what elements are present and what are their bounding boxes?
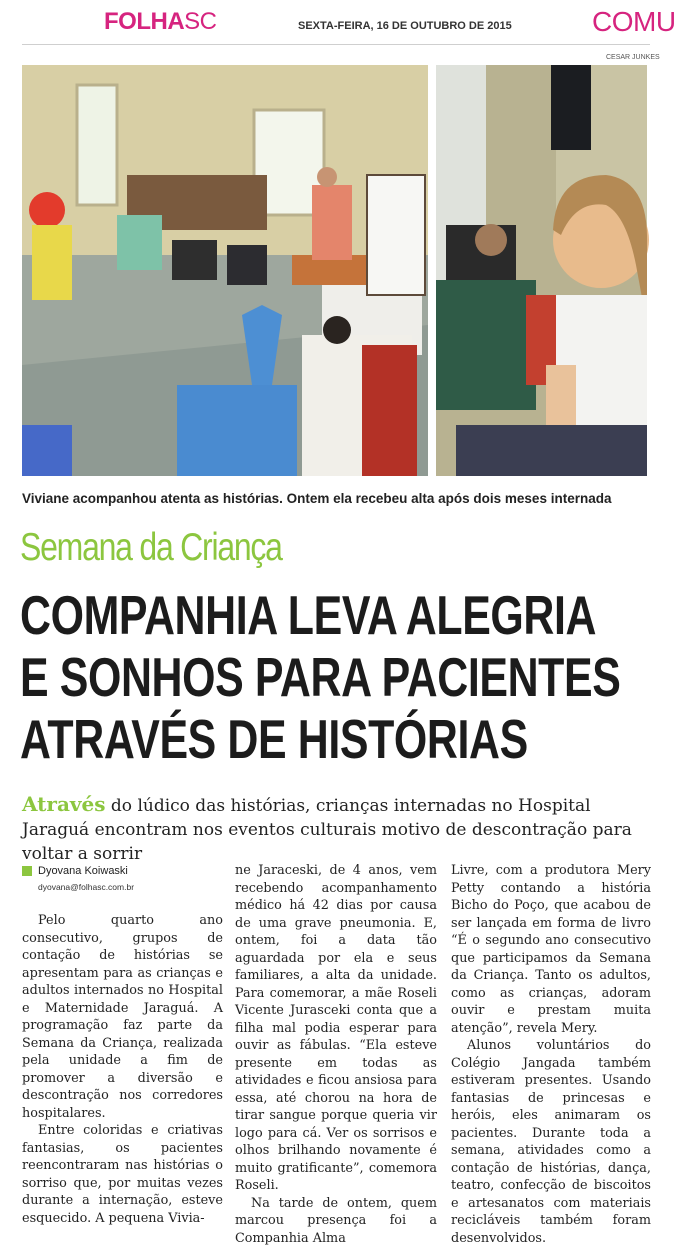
paragraph: Alunos voluntários do Colégio Jangada também estiveram presentes. Usando fantasias de princesas e heróis, eles animaram os pacientes. Durante toda a semana, atividades como a contação de histórias, dança, teatro, confecção de biscoitos e artesanatos com materiais recicláveis também foram desenvolvidos. xyxy=(451,1037,651,1247)
paragraph: Pelo quarto ano consecutivo, grupos de contação de histórias se apresentam para as crianças e adultos internados no Hospital e Maternidade Jaraguá. A programação faz parte da Semana da Criança, realizada pela unidade a fim de promover a diversão e descontração nos corredores hospitalares. xyxy=(22,912,223,1122)
paragraph: Entre coloridas e criativas fantasias, os pacientes reencontraram nas histórias o sorriso que, por muitas vezes durante a internação, esteve esquecido. A pequena Vivia- xyxy=(22,1122,223,1227)
headline-line: ATRAVÉS DE HISTÓRIAS xyxy=(20,708,620,770)
article-headline xyxy=(20,584,620,770)
section-title: COMU xyxy=(592,6,676,38)
paragraph: ne Jaraceski, de 4 anos, vem recebendo acompanhamento médico há 42 dias por causa de uma grave pneumonia. E, ontem, foi a data tão aguardada por ela e seus familiares, a alta da unidade. Para comemorar, a mãe Roseli Vicente Jurasceki conta que a filha mal podia esperar para ouvir as fábulas. “Ela esteve presente em todas as atividades e ficou ansiosa para essa, até chorou na hora de tirar sangue porque queria vir logo para cá. Ver os sorrisos e olhos brilhando novamente é muito gratificante”, comemora Roseli. xyxy=(235,862,437,1195)
body-column-1 xyxy=(22,912,223,1227)
paragraph: Livre, com a produtora Mery Petty contando a história Bicho do Poço, que acabou de ser lançada em forma de livro “É o segundo ano consecutivo que participamos da Semana da Criança. Tanto os adultos, como as crianças, adoram ouvir e prestam muita atenção”, revela Mery. xyxy=(451,862,651,1037)
byline-marker-icon xyxy=(22,866,32,876)
header-divider xyxy=(22,44,650,45)
issue-date: SEXTA-FEIRA, 16 DE OUTUBRO DE 2015 xyxy=(298,20,512,32)
headline-line: E SONHOS PARA PACIENTES xyxy=(20,646,620,708)
paragraph: Na tarde de ontem, quem marcou presença foi a Companhia Alma xyxy=(235,1195,437,1247)
secondary-photo xyxy=(436,65,647,476)
masthead xyxy=(0,0,662,44)
author-byline xyxy=(22,862,134,892)
article-lead xyxy=(22,792,642,866)
body-column-3 xyxy=(451,862,651,1247)
author-email: dyovana@folhasc.com.br xyxy=(38,882,134,892)
lead-text: do lúdico das histórias, crianças internadas no Hospital Jaraguá encontram nos eventos culturais motivo de descontração para voltar a sorrir xyxy=(22,796,632,864)
article-kicker: Semana da Criança xyxy=(20,526,282,570)
headline-line: COMPANHIA LEVA ALEGRIA xyxy=(20,584,620,646)
photo-caption: Viviane acompanhou atenta as histórias. Ontem ela recebeu alta após dois meses internada xyxy=(22,491,611,506)
body-column-2 xyxy=(235,862,437,1247)
main-photo xyxy=(22,65,428,476)
lead-accent: Através xyxy=(22,792,106,816)
photo-credit: CESAR JUNKES xyxy=(606,54,660,61)
newspaper-logo: FOLHASC xyxy=(104,8,217,36)
author-name: Dyovana Koiwaski xyxy=(38,865,128,877)
